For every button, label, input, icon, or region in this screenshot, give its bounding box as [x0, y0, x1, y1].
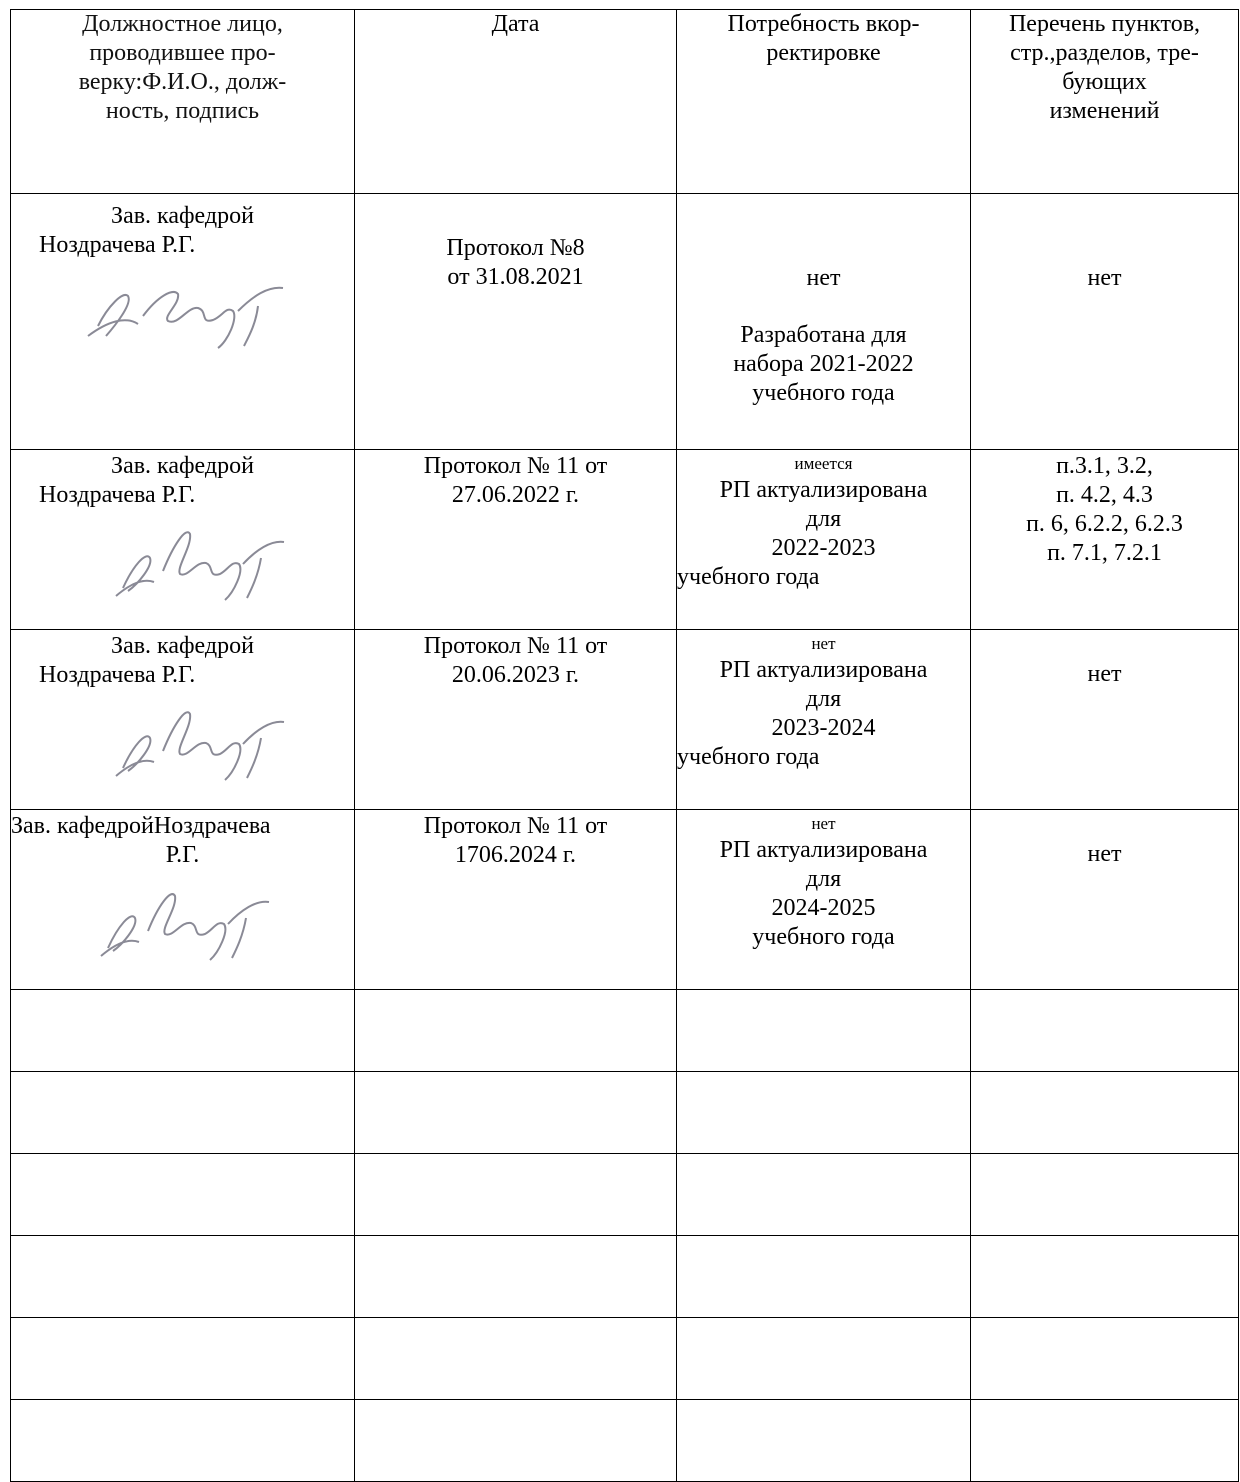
need-note-line: для	[805, 506, 842, 532]
empty-cell	[11, 1072, 355, 1154]
changes-line: п. 7.1, 7.2.1	[1047, 540, 1162, 566]
empty-cell	[355, 1400, 677, 1482]
empty-cell	[971, 990, 1239, 1072]
empty-cell	[971, 1236, 1239, 1318]
need-cell	[677, 630, 971, 810]
empty-cell	[677, 1072, 971, 1154]
empty-cell	[677, 1400, 971, 1482]
need-cell	[677, 194, 971, 450]
protocol-number: Протокол № 11 от	[423, 813, 608, 839]
empty-cell	[355, 1236, 677, 1318]
changes-cell	[971, 810, 1239, 990]
protocol-number: Протокол № 11 от	[423, 633, 608, 659]
spacer	[677, 293, 970, 321]
signature-image	[68, 696, 298, 782]
empty-row	[11, 1154, 1239, 1236]
protocol-date: 1706.2024 г.	[454, 842, 577, 868]
protocol-date: 27.06.2022 г.	[451, 482, 580, 508]
empty-cell	[355, 1072, 677, 1154]
empty-cell	[355, 990, 677, 1072]
header-person-line: проводившее про-	[89, 40, 276, 66]
header-changes-line: изменений	[1049, 98, 1160, 124]
date-cell	[355, 630, 677, 810]
person-name: Ноздрачева Р.Г.	[39, 662, 196, 688]
person-name: Ноздрачева Р.Г.	[39, 482, 196, 508]
signature-image	[68, 516, 298, 602]
date-cell	[355, 450, 677, 630]
need-note-line: учебного года	[752, 380, 895, 406]
empty-cell	[355, 1318, 677, 1400]
need-note-line: для	[805, 686, 842, 712]
empty-cell	[11, 1318, 355, 1400]
empty-row	[11, 1072, 1239, 1154]
empty-cell	[11, 990, 355, 1072]
need-status: нет	[806, 265, 841, 291]
empty-cell	[677, 1154, 971, 1236]
person-cell	[11, 810, 355, 990]
header-row	[11, 10, 1239, 194]
need-status: имеется	[794, 454, 853, 473]
empty-cell	[971, 1154, 1239, 1236]
header-date	[355, 10, 677, 194]
empty-cell	[355, 1154, 677, 1236]
table-row	[11, 450, 1239, 630]
protocol-date: от 31.08.2021	[447, 264, 584, 290]
table-row	[11, 194, 1239, 450]
table-row	[11, 630, 1239, 810]
need-note-line: Разработана для	[740, 322, 907, 348]
protocol-number: Протокол № 11 от	[423, 453, 608, 479]
need-note-line: набора 2021-2022	[733, 351, 914, 377]
need-note-line: РП актуализирована	[719, 837, 928, 863]
empty-cell	[11, 1400, 355, 1482]
changes-line: п. 6, 6.2.2, 6.2.3	[1026, 511, 1183, 537]
header-date-label: Дата	[491, 11, 540, 37]
person-name: Ноздрачева Р.Г.	[39, 232, 196, 258]
empty-row	[11, 1236, 1239, 1318]
empty-cell	[971, 1318, 1239, 1400]
header-changes-line: бующих	[1062, 69, 1147, 95]
need-status: нет	[811, 634, 836, 653]
header-need	[677, 10, 971, 194]
person-position: Зав. кафедрой	[111, 453, 254, 479]
date-cell	[355, 194, 677, 450]
empty-row	[11, 1318, 1239, 1400]
empty-cell	[11, 1236, 355, 1318]
header-changes	[971, 10, 1239, 194]
header-need-line: ректировке	[766, 40, 881, 66]
need-note-line: 2023-2024	[771, 715, 876, 741]
empty-cell	[677, 1236, 971, 1318]
changes-line: нет	[1087, 661, 1122, 687]
changes-cell	[971, 450, 1239, 630]
need-cell	[677, 450, 971, 630]
person-position: Зав. кафедрой	[111, 633, 254, 659]
need-note-line: учебного года	[677, 744, 820, 770]
header-person-line: Должностное лицо,	[82, 11, 283, 37]
need-note-line: РП актуализирована	[719, 477, 928, 503]
signature-image	[68, 876, 298, 962]
header-changes-line: Перечень пунктов,	[1008, 11, 1201, 37]
document-sheet	[10, 9, 1239, 1482]
header-changes-line: стр.,разделов, тре-	[1010, 40, 1199, 66]
changes-line: п. 4.2, 4.3	[1056, 482, 1153, 508]
signature-image	[68, 266, 298, 352]
person-position: Зав. кафедрой	[111, 203, 254, 229]
empty-row	[11, 990, 1239, 1072]
changes-line: нет	[1087, 265, 1122, 291]
protocol-date: 20.06.2023 г.	[451, 662, 580, 688]
changes-line: нет	[1087, 841, 1122, 867]
changes-line: п.3.1, 3.2,	[1056, 453, 1153, 479]
need-status: нет	[811, 814, 836, 833]
empty-cell	[971, 1400, 1239, 1482]
person-name: Р.Г.	[165, 842, 200, 868]
header-person-line: верку:Ф.И.О., долж-	[78, 69, 287, 95]
header-person	[11, 10, 355, 194]
need-note-line: РП актуализирована	[719, 657, 928, 683]
changes-cell	[971, 630, 1239, 810]
need-note-line: 2022-2023	[771, 535, 876, 561]
person-position: Зав. кафедройНоздрачева	[11, 813, 271, 839]
table-row	[11, 810, 1239, 990]
empty-cell	[677, 990, 971, 1072]
person-cell	[11, 194, 355, 450]
protocol-number: Протокол №8	[446, 235, 585, 261]
header-person-line: ность, подпись	[105, 98, 260, 124]
need-note-line: учебного года	[677, 564, 820, 590]
need-note-line: для	[805, 866, 842, 892]
empty-cell	[11, 1154, 355, 1236]
need-cell	[677, 810, 971, 990]
date-cell	[355, 810, 677, 990]
empty-cell	[971, 1072, 1239, 1154]
header-need-line: Потребность вкор-	[727, 11, 920, 37]
review-table	[10, 9, 1239, 1482]
person-cell	[11, 450, 355, 630]
empty-row	[11, 1400, 1239, 1482]
changes-cell	[971, 194, 1239, 450]
need-note-line: учебного года	[752, 924, 895, 950]
person-cell	[11, 630, 355, 810]
empty-cell	[677, 1318, 971, 1400]
need-note-line: 2024-2025	[771, 895, 876, 921]
